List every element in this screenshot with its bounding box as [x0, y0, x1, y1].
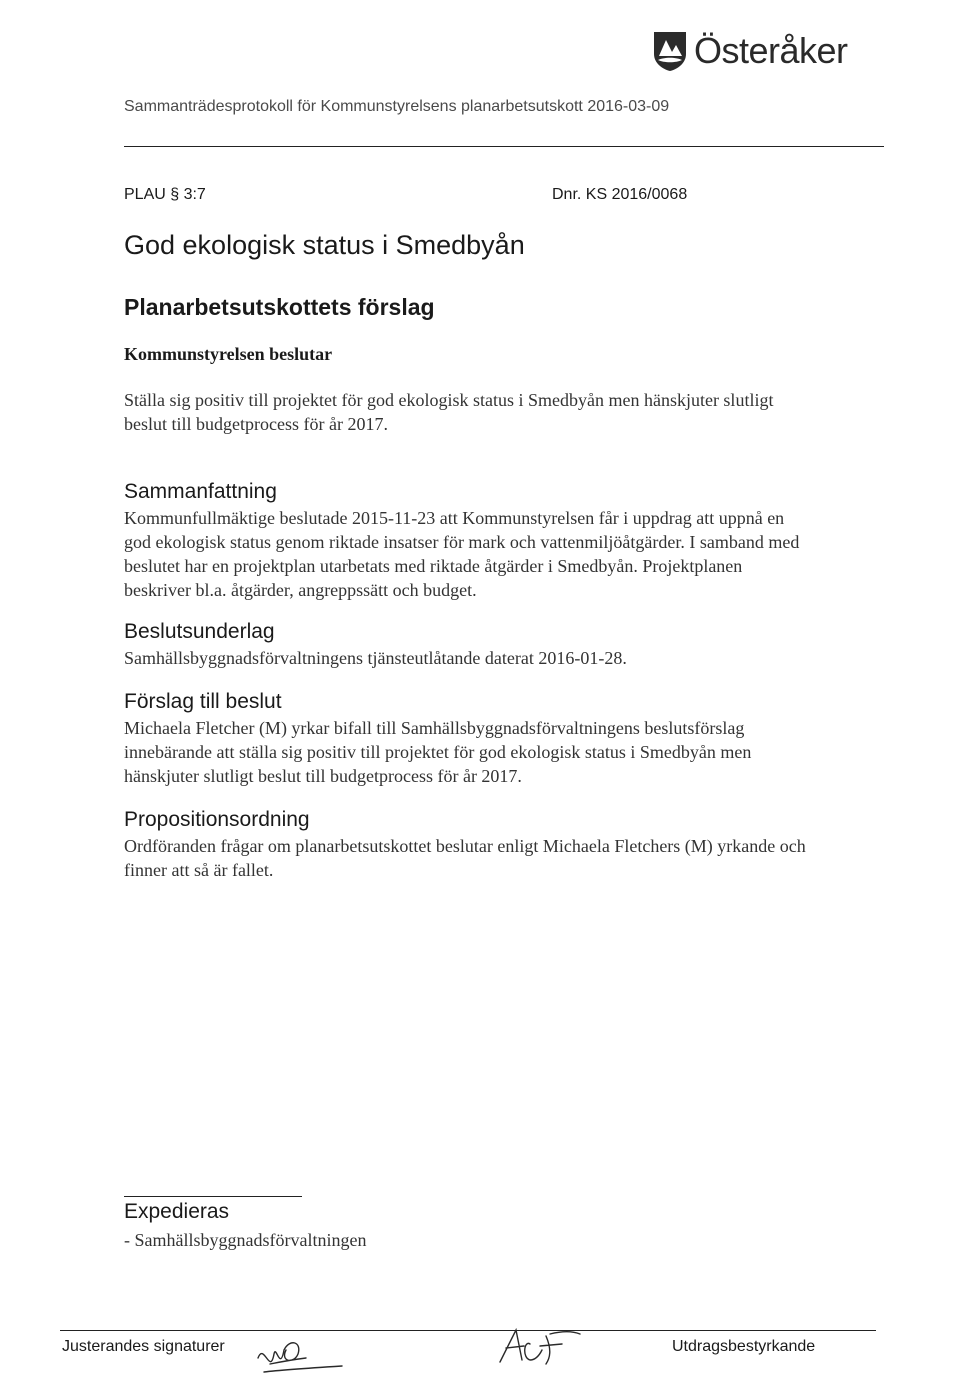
handwritten-signature-1: [250, 1328, 350, 1388]
motion-text: [124, 716, 864, 788]
handwritten-signature-2: [494, 1322, 584, 1372]
basis-text: [124, 646, 864, 670]
signatures-label: Justerandes signaturer: [62, 1338, 225, 1355]
certification-label: Utdragsbestyrkande: [672, 1338, 816, 1355]
dispatch-list: [124, 1228, 864, 1252]
summary-line: Kommunfullmäktige beslutade 2015-11-23 att Kommunstyrelsen får i uppdrag att uppnå en: [124, 508, 785, 528]
proposal-heading: Planarbetsutskottets förslag: [124, 294, 435, 320]
logo-text: Österåker: [694, 30, 848, 71]
motion-line: hänskjuter slutligt beslut till budgetprocess för år 2017.: [124, 766, 522, 786]
decision-line: beslut till budgetprocess för år 2017.: [124, 414, 388, 434]
document-header: Sammanträdesprotokoll för Kommunstyrelsens planarbetsutskott 2016-03-09: [124, 98, 670, 115]
summary-heading: Sammanfattning: [124, 480, 277, 503]
dispatch-item: - Samhällsbyggnadsförvaltningen: [124, 1230, 367, 1250]
proposition-line: finner att så är fallet.: [124, 860, 274, 880]
header-divider: [124, 146, 884, 147]
dispatch-divider: [124, 1196, 302, 1197]
case-number: Dnr. KS 2016/0068: [552, 186, 688, 203]
motion-line: Michaela Fletcher (M) yrkar bifall till Samhällsbyggnadsförvaltningens beslutsförslag: [124, 718, 745, 738]
municipality-shield-icon: [652, 30, 688, 72]
proposition-heading: Propositionsordning: [124, 808, 310, 831]
motion-heading: Förslag till beslut: [124, 690, 282, 713]
motion-line: innebärande att ställa sig positiv till projektet för god ekologisk status i Smedbyån men: [124, 742, 752, 762]
osteraker-logo: [652, 30, 848, 72]
summary-line: god ekologisk status genom riktade insatser för mark och vattenmiljöåtgärder. I samband med: [124, 532, 800, 552]
decision-heading: Kommunstyrelsen beslutar: [124, 344, 333, 364]
page-title: God ekologisk status i Smedbyån: [124, 230, 525, 260]
summary-text: [124, 506, 864, 602]
summary-line: beskriver bl.a. åtgärder, angreppssätt och budget.: [124, 580, 477, 600]
decision-line: Ställa sig positiv till projektet för god ekologisk status i Smedbyån men hänskjuter slutligt: [124, 390, 774, 410]
proposition-line: Ordföranden frågar om planarbetsutskottet beslutar enligt Michaela Fletchers (M) yrkande och: [124, 836, 806, 856]
footer-divider: [60, 1330, 876, 1331]
basis-heading: Beslutsunderlag: [124, 620, 275, 643]
dispatch-heading: Expedieras: [124, 1200, 230, 1223]
summary-line: beslutet har en projektplan utarbetats med riktade åtgärder i Smedbyån. Projektplanen: [124, 556, 743, 576]
paragraph-reference: PLAU § 3:7: [124, 186, 206, 203]
basis-line: Samhällsbyggnadsförvaltningens tjänsteutlåtande daterat 2016-01-28.: [124, 648, 627, 668]
decision-text: [124, 388, 864, 436]
proposition-text: [124, 834, 864, 882]
